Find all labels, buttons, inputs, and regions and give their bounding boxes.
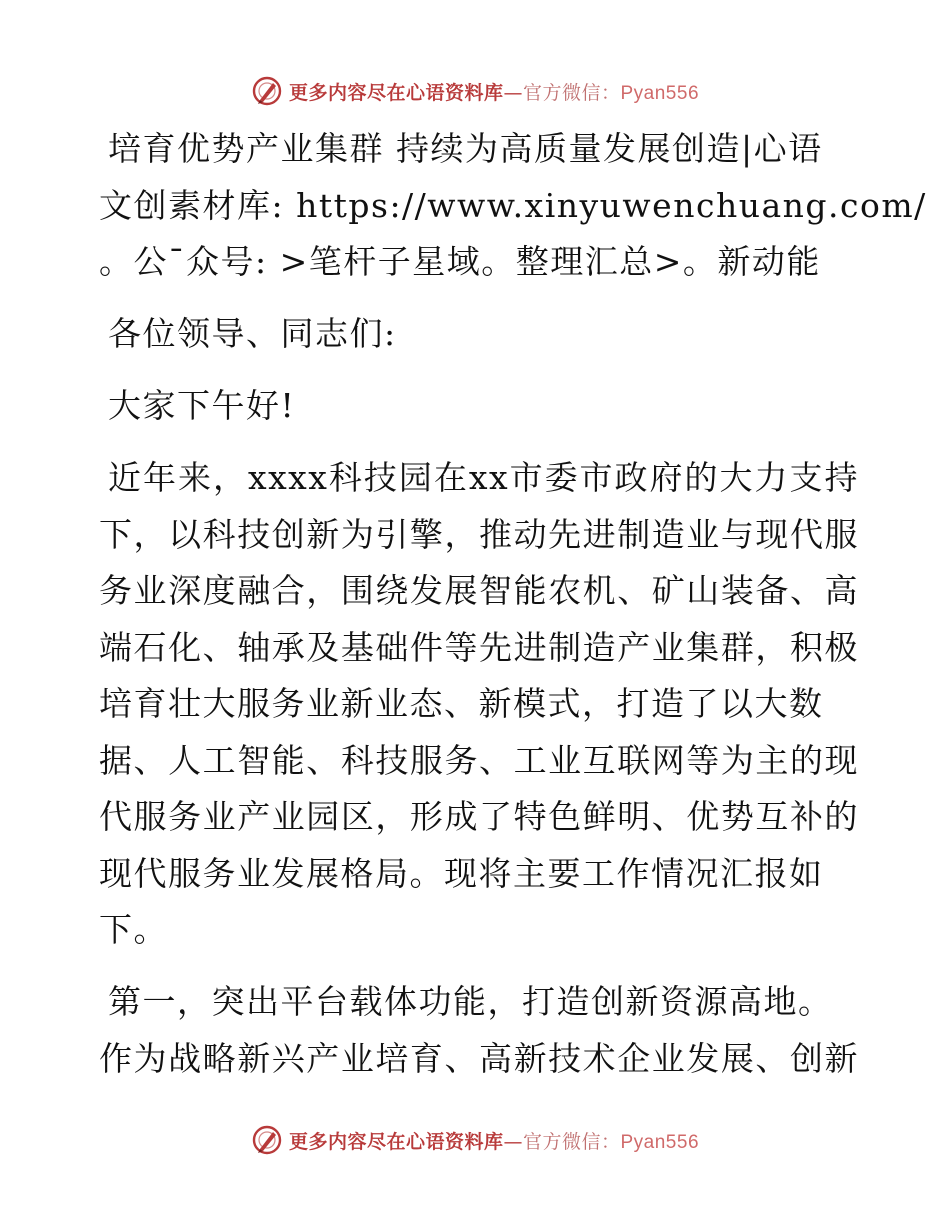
watermark-main-text: 更多内容尽在心语资料库 (288, 1130, 504, 1153)
watermark-content (251, 1124, 699, 1156)
document-title (99, 121, 927, 291)
title-line: 培育优势产业集群 持续为高质量发展创造|心语 (108, 129, 823, 168)
paragraph-line: 据、人工智能、科技服务、工业互联网等为主的现 (99, 740, 859, 780)
document-body (99, 121, 927, 1087)
watermark-dash: — (503, 1130, 523, 1153)
paragraph-line: 第一，突出平台载体功能，打造创新资源高地。 (108, 982, 833, 1021)
watermark-wechat-label: 官方微信： (522, 1130, 621, 1153)
paragraph-1 (99, 450, 859, 959)
paragraph-2 (99, 974, 859, 1087)
watermark-main-text: 更多内容尽在心语资料库 (288, 81, 504, 104)
pen-logo-icon (251, 1124, 283, 1156)
watermark-wechat-label: 官方微信： (522, 81, 621, 104)
watermark-text (289, 1127, 699, 1154)
watermark-content (251, 75, 699, 107)
paragraph-line: 近年来，xxxx科技园在xx市委市政府的大力支持 (108, 458, 859, 497)
greeting: 大家下午好! (108, 386, 296, 425)
title-line: 。公¯众号: >笔杆子星域。整理汇总>。新动能 (99, 242, 821, 281)
title-line: 文创素材库: https://www.xinyuwenchuang.com/ (99, 185, 927, 225)
watermark-banner-bottom (0, 1120, 950, 1160)
watermark-wechat-id: Pyan556 (620, 82, 700, 104)
paragraph-line: 下，以科技创新为引擎，推动先进制造业与现代服 (99, 514, 859, 554)
paragraph-line: 现代服务业发展格局。现将主要工作情况汇报如 (99, 853, 824, 893)
paragraph-line: 端石化、轴承及基础件等先进制造产业集群，积极 (99, 627, 859, 667)
pen-logo-icon (251, 75, 283, 107)
watermark-dash: — (503, 81, 523, 104)
watermark-wechat-id: Pyan556 (620, 1131, 700, 1153)
salutation: 各位领导、同志们: (108, 314, 397, 353)
paragraph-line: 务业深度融合，围绕发展智能农机、矿山装备、高 (99, 571, 859, 610)
paragraph-line: 代服务业产业园区，形成了特色鲜明、优势互补的 (99, 797, 859, 836)
paragraph-line: 作为战略新兴产业培育、高新技术企业发展、创新 (99, 1038, 859, 1078)
paragraph-line: 下。 (99, 910, 168, 949)
watermark-banner-top (0, 71, 950, 111)
paragraph-line: 培育壮大服务业新业态、新模式，打造了以大数 (99, 684, 824, 723)
watermark-text (289, 78, 699, 105)
